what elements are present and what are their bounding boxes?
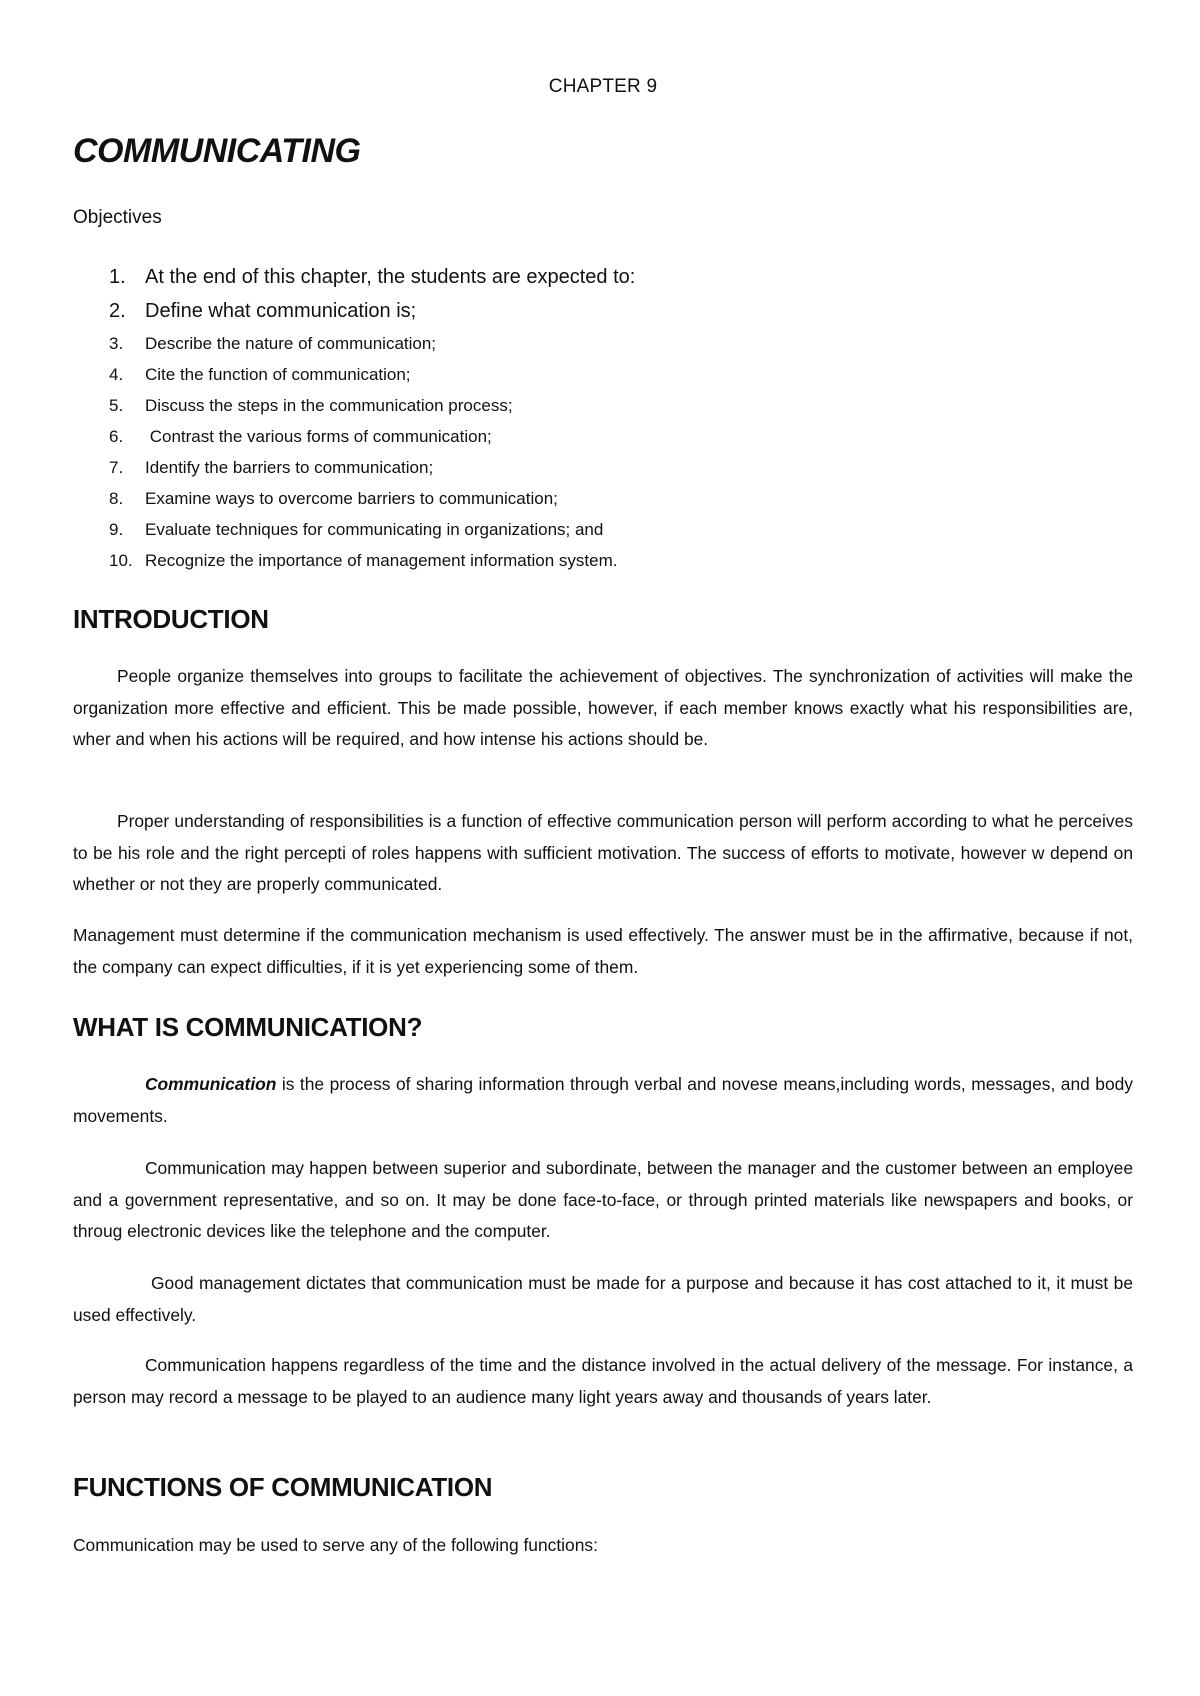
objective-number: 6.: [109, 427, 124, 446]
objective-number: 2.: [109, 300, 126, 322]
objective-item: [73, 421, 1133, 452]
objective-item: [73, 390, 1133, 421]
objective-item: [73, 359, 1133, 390]
objective-item: [73, 483, 1133, 514]
definition-text: is the process of sharing information through verbal and novese means,including words, messages, and body movements.: [73, 1074, 1133, 1126]
objective-item: [73, 452, 1133, 483]
objective-item: [73, 294, 1133, 328]
objective-number: 1.: [109, 266, 126, 288]
what-is-paragraph: Good management dictates that communication must be made for a purpose and because it has cost attached to it, it must be used effectively.: [73, 1273, 1133, 1325]
what-is-paragraph: Communication happens regardless of the time and the distance involved in the actual delivery of the message. For instance, a person may record a message to be played to an audience many light years away and thousands of years later.: [73, 1355, 1133, 1407]
objective-number: 8.: [109, 489, 124, 508]
objective-item: [73, 514, 1133, 545]
objective-text: Contrast the various forms of communication;: [145, 427, 492, 446]
objective-number: 3.: [109, 334, 124, 353]
objective-text: Define what communication is;: [145, 300, 417, 322]
introduction-heading: INTRODUCTION: [73, 604, 269, 634]
functions-intro: Communication may be used to serve any of the following functions:: [73, 1535, 598, 1555]
objective-text: At the end of this chapter, the students are expected to:: [145, 266, 636, 288]
objective-text: Cite the function of communication;: [145, 365, 411, 384]
objective-text: Recognize the importance of management information system.: [145, 551, 618, 570]
chapter-label: CHAPTER 9: [548, 76, 658, 97]
objective-number: 5.: [109, 396, 124, 415]
definition-term: Communication: [145, 1074, 277, 1094]
objectives-list: [73, 260, 1133, 576]
objective-text: Describe the nature of communication;: [145, 334, 437, 353]
objective-text: Discuss the steps in the communication process;: [145, 396, 513, 415]
objective-item: [73, 545, 1133, 576]
functions-heading: FUNCTIONS OF COMMUNICATION: [73, 1472, 493, 1502]
objectives-heading: Objectives: [73, 207, 162, 228]
introduction-paragraph: Proper understanding of responsibilities is a function of effective communication person will perform according to what he perceives to be his role and the right percepti of roles happens with sufficient motivation. The success of efforts to motivate, however w depend on whether or not they are properly communicated.: [73, 811, 1133, 894]
objective-number: 4.: [109, 365, 124, 384]
what-is-paragraph: Communication may happen between superior and subordinate, between the manager and the customer between an employee and a government representative, and so on. It may be done face-to-face, or through printed materials like newspapers and books, or throug electronic devices like the telephone and the computer.: [73, 1158, 1133, 1241]
objective-text: Evaluate techniques for communicating in organizations; and: [145, 520, 604, 539]
communication-definition: [73, 1069, 1133, 1132]
introduction-paragraph: Management must determine if the communication mechanism is used effectively. The answer must be in the affirmative, because if not, the company can expect difficulties, if it is yet experiencing some of them.: [73, 925, 1133, 977]
objective-text: Examine ways to overcome barriers to communication;: [145, 489, 558, 508]
objective-number: 7.: [109, 458, 124, 477]
objective-number: 10.: [109, 551, 133, 570]
objective-number: 9.: [109, 520, 124, 539]
objective-item: [73, 328, 1133, 359]
chapter-title: COMMUNICATING: [73, 132, 361, 170]
objective-text: Identify the barriers to communication;: [145, 458, 434, 477]
what-is-communication-heading: WHAT IS COMMUNICATION?: [73, 1012, 423, 1042]
introduction-paragraph: People organize themselves into groups to facilitate the achievement of objectives. The synchronization of activities will make the organization more effective and efficient. This be made possible, however, if each member knows exactly what his responsibilities are, wher and when his actions will be required, and how intense his actions should be.: [73, 666, 1133, 749]
objective-item: [73, 260, 1133, 294]
